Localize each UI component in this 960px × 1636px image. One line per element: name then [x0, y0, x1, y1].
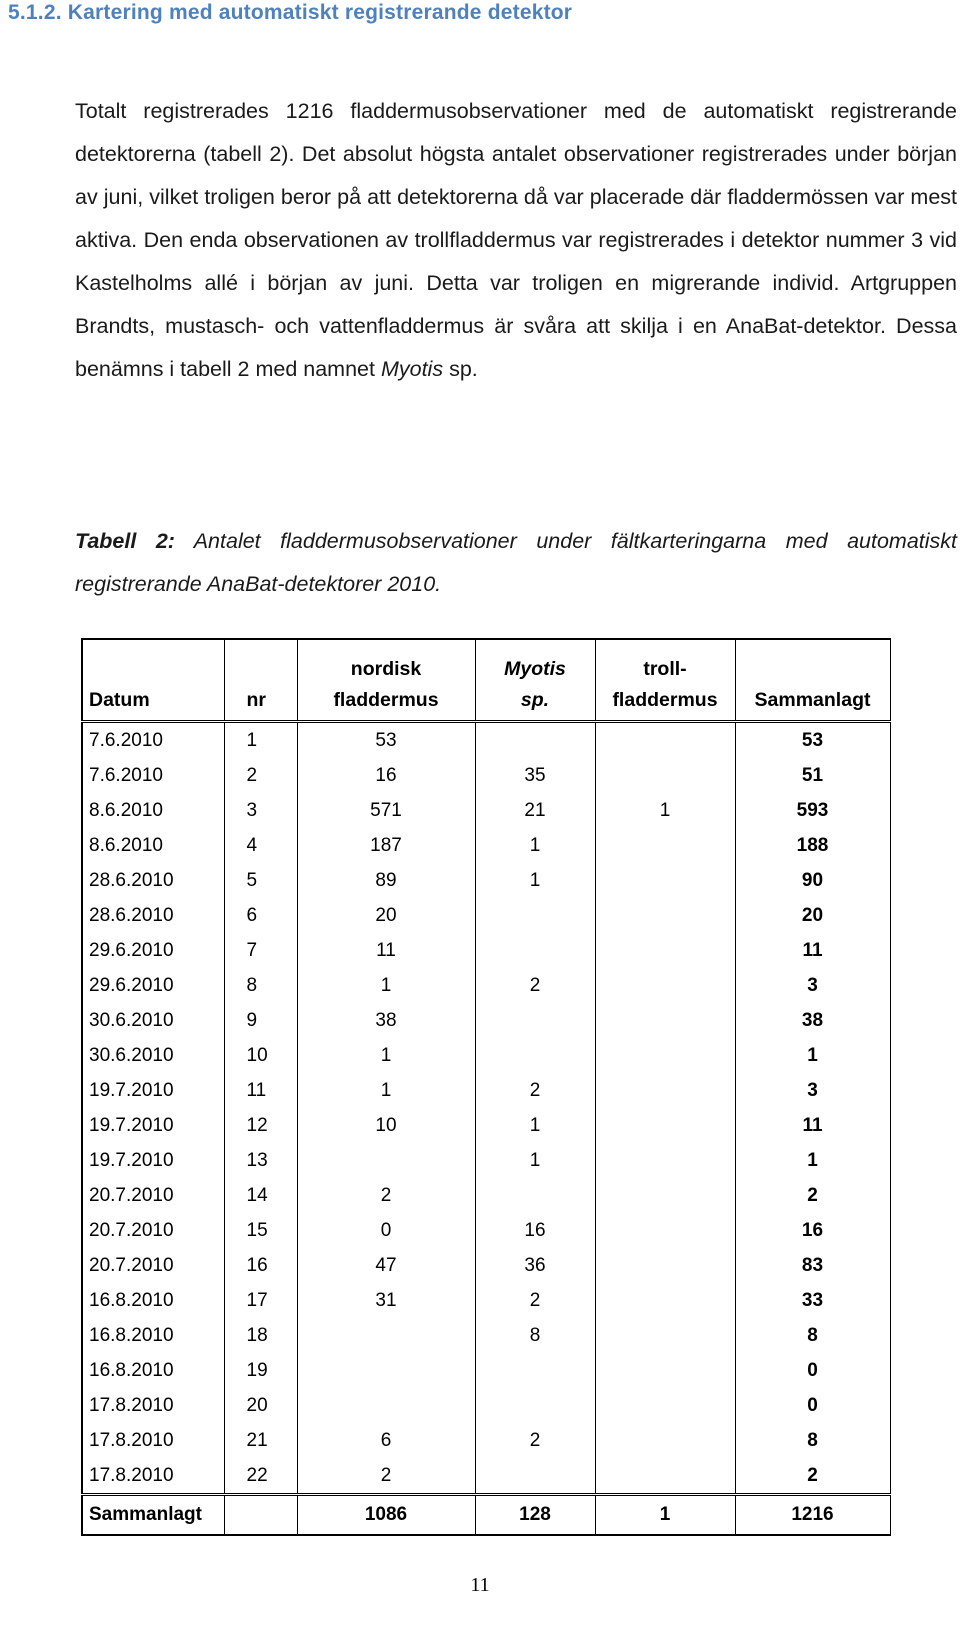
table-caption	[75, 520, 957, 606]
header-troll	[595, 639, 735, 722]
table-row	[82, 1108, 890, 1143]
cell-myotis	[475, 1388, 595, 1423]
cell-myotis	[475, 1003, 595, 1038]
cell-nr: 8	[224, 968, 297, 1003]
cell-myotis: 8	[475, 1318, 595, 1353]
cell-total: 2	[735, 1178, 890, 1213]
cell-total: 0	[735, 1388, 890, 1423]
totals-total: 1216	[735, 1495, 890, 1536]
totals-myotis: 128	[475, 1495, 595, 1536]
table-row	[82, 793, 890, 828]
cell-troll	[595, 968, 735, 1003]
totals-nr	[224, 1495, 297, 1536]
table-row	[82, 968, 890, 1003]
body-paragraph	[75, 90, 957, 391]
cell-nr: 10	[224, 1038, 297, 1073]
header-myotis	[475, 639, 595, 722]
cell-myotis: 1	[475, 1143, 595, 1178]
cell-total: 8	[735, 1318, 890, 1353]
cell-myotis: 2	[475, 1283, 595, 1318]
cell-nr: 22	[224, 1458, 297, 1495]
table-row	[82, 1318, 890, 1353]
paragraph-italic-genus: Myotis	[380, 357, 444, 381]
table-row	[82, 1388, 890, 1423]
cell-troll	[595, 722, 735, 759]
cell-datum: 8.6.2010	[82, 828, 224, 863]
cell-nordisk: 20	[297, 898, 475, 933]
cell-total: 83	[735, 1248, 890, 1283]
cell-nr: 13	[224, 1143, 297, 1178]
cell-troll	[595, 1458, 735, 1495]
table-row	[82, 898, 890, 933]
cell-nordisk: 53	[297, 722, 475, 759]
cell-nr: 2	[224, 758, 297, 793]
cell-troll	[595, 1003, 735, 1038]
cell-nr: 6	[224, 898, 297, 933]
cell-troll: 1	[595, 793, 735, 828]
cell-nr: 16	[224, 1248, 297, 1283]
cell-troll	[595, 1353, 735, 1388]
cell-nr: 11	[224, 1073, 297, 1108]
totals-label: Sammanlagt	[82, 1495, 224, 1536]
cell-troll	[595, 1423, 735, 1458]
cell-total: 8	[735, 1423, 890, 1458]
cell-total: 33	[735, 1283, 890, 1318]
table-row	[82, 863, 890, 898]
cell-myotis: 2	[475, 968, 595, 1003]
cell-total: 16	[735, 1213, 890, 1248]
cell-myotis	[475, 933, 595, 968]
cell-total: 38	[735, 1003, 890, 1038]
observations-table	[81, 638, 891, 1536]
cell-nordisk: 571	[297, 793, 475, 828]
cell-nordisk: 2	[297, 1458, 475, 1495]
cell-myotis: 36	[475, 1248, 595, 1283]
cell-nordisk: 16	[297, 758, 475, 793]
table-row	[82, 1248, 890, 1283]
section-heading: 5.1.2. Kartering med automatiskt registrerande detektor	[8, 1, 573, 24]
cell-total: 0	[735, 1353, 890, 1388]
cell-myotis: 2	[475, 1423, 595, 1458]
cell-nordisk: 38	[297, 1003, 475, 1038]
page-number: 11	[470, 1574, 490, 1596]
cell-total: 11	[735, 933, 890, 968]
cell-datum: 17.8.2010	[82, 1388, 224, 1423]
header-nordisk-line1: nordisk	[350, 658, 422, 680]
caption-text: Antalet fladdermusobservationer under fältkarteringarna med automatiskt registrerande AnaBat-detektorer 2010.	[75, 529, 958, 596]
cell-troll	[595, 1073, 735, 1108]
cell-troll	[595, 758, 735, 793]
cell-total: 593	[735, 793, 890, 828]
cell-nordisk: 1	[297, 968, 475, 1003]
cell-datum: 20.7.2010	[82, 1178, 224, 1213]
cell-nr: 5	[224, 863, 297, 898]
paragraph-text-end: sp.	[449, 357, 478, 381]
table-row	[82, 1003, 890, 1038]
cell-nr: 12	[224, 1108, 297, 1143]
cell-total: 188	[735, 828, 890, 863]
table-row	[82, 722, 890, 759]
cell-nordisk: 31	[297, 1283, 475, 1318]
cell-troll	[595, 1038, 735, 1073]
cell-nordisk: 0	[297, 1213, 475, 1248]
cell-nordisk: 2	[297, 1178, 475, 1213]
table-row	[82, 1213, 890, 1248]
cell-datum: 19.7.2010	[82, 1143, 224, 1178]
cell-total: 2	[735, 1458, 890, 1495]
cell-datum: 16.8.2010	[82, 1318, 224, 1353]
cell-nr: 20	[224, 1388, 297, 1423]
table-row	[82, 1073, 890, 1108]
cell-datum: 16.8.2010	[82, 1283, 224, 1318]
cell-nordisk: 11	[297, 933, 475, 968]
table-row	[82, 1283, 890, 1318]
cell-myotis: 1	[475, 828, 595, 863]
cell-datum: 20.7.2010	[82, 1248, 224, 1283]
totals-nordisk: 1086	[297, 1495, 475, 1536]
cell-nr: 19	[224, 1353, 297, 1388]
cell-nr: 3	[224, 793, 297, 828]
cell-nr: 9	[224, 1003, 297, 1038]
cell-datum: 8.6.2010	[82, 793, 224, 828]
table-body	[82, 722, 890, 1495]
totals-troll: 1	[595, 1495, 735, 1536]
table-header	[82, 639, 890, 722]
cell-myotis: 2	[475, 1073, 595, 1108]
header-nordisk-line2: fladdermus	[333, 689, 439, 711]
header-datum: Datum	[82, 639, 224, 722]
cell-total: 53	[735, 722, 890, 759]
cell-nr: 17	[224, 1283, 297, 1318]
cell-nordisk: 89	[297, 863, 475, 898]
cell-nordisk	[297, 1318, 475, 1353]
cell-datum: 29.6.2010	[82, 968, 224, 1003]
cell-troll	[595, 1248, 735, 1283]
table-row	[82, 758, 890, 793]
header-troll-line1: troll-	[643, 658, 687, 680]
table-row	[82, 1423, 890, 1458]
cell-datum: 28.6.2010	[82, 898, 224, 933]
table-row	[82, 1143, 890, 1178]
table-footer	[82, 1495, 890, 1536]
cell-myotis	[475, 1038, 595, 1073]
cell-nordisk	[297, 1143, 475, 1178]
cell-datum: 29.6.2010	[82, 933, 224, 968]
cell-myotis	[475, 1178, 595, 1213]
cell-troll	[595, 828, 735, 863]
cell-total: 1	[735, 1143, 890, 1178]
cell-datum: 17.8.2010	[82, 1458, 224, 1495]
header-myotis-line2: sp.	[520, 689, 550, 711]
cell-nr: 1	[224, 722, 297, 759]
cell-nr: 18	[224, 1318, 297, 1353]
cell-myotis: 35	[475, 758, 595, 793]
table-row	[82, 1458, 890, 1495]
table-row	[82, 933, 890, 968]
cell-troll	[595, 898, 735, 933]
cell-nr: 15	[224, 1213, 297, 1248]
header-troll-line2: fladdermus	[612, 689, 718, 711]
cell-datum: 19.7.2010	[82, 1108, 224, 1143]
header-sammanlagt: Sammanlagt	[735, 639, 890, 722]
cell-nr: 21	[224, 1423, 297, 1458]
cell-troll	[595, 1143, 735, 1178]
cell-troll	[595, 1283, 735, 1318]
cell-myotis: 1	[475, 863, 595, 898]
cell-myotis: 16	[475, 1213, 595, 1248]
caption-label: Tabell 2:	[75, 529, 175, 553]
cell-troll	[595, 1213, 735, 1248]
cell-troll	[595, 863, 735, 898]
cell-troll	[595, 1178, 735, 1213]
cell-troll	[595, 1108, 735, 1143]
cell-troll	[595, 1388, 735, 1423]
cell-nordisk: 47	[297, 1248, 475, 1283]
cell-total: 20	[735, 898, 890, 933]
cell-datum: 30.6.2010	[82, 1038, 224, 1073]
table-row	[82, 1038, 890, 1073]
table-row	[82, 1353, 890, 1388]
cell-nordisk: 1	[297, 1038, 475, 1073]
cell-myotis	[475, 898, 595, 933]
cell-datum: 7.6.2010	[82, 722, 224, 759]
cell-datum: 7.6.2010	[82, 758, 224, 793]
cell-myotis: 1	[475, 1108, 595, 1143]
cell-total: 1	[735, 1038, 890, 1073]
cell-total: 3	[735, 1073, 890, 1108]
cell-myotis	[475, 1353, 595, 1388]
cell-total: 90	[735, 863, 890, 898]
cell-nr: 4	[224, 828, 297, 863]
cell-myotis	[475, 1458, 595, 1495]
table-row	[82, 828, 890, 863]
paragraph-text: Totalt registrerades 1216 fladdermusobservationer med de automatiskt registrerande detektorerna (tabell 2). Det absolut högsta antalet observationer registrerades under början av juni, vilket troligen beror på att detektorerna då var placerade där fladdermössen var mest aktiva. Den enda observationen av trollfladdermus var registrerades i detektor nummer 3 vid Kastelholms allé i början av juni. Detta var troligen en migrerande individ. Artgruppen Brandts, mustasch- och vattenfladdermus är svåra att skilja i en AnaBat-detektor. Dessa benämns i tabell 2 med namnet	[75, 99, 957, 381]
cell-total: 3	[735, 968, 890, 1003]
header-nr: nr	[224, 639, 297, 722]
cell-datum: 17.8.2010	[82, 1423, 224, 1458]
cell-nordisk: 10	[297, 1108, 475, 1143]
cell-nr: 14	[224, 1178, 297, 1213]
table-row	[82, 1178, 890, 1213]
cell-troll	[595, 1318, 735, 1353]
cell-datum: 20.7.2010	[82, 1213, 224, 1248]
cell-nordisk: 187	[297, 828, 475, 863]
cell-datum: 19.7.2010	[82, 1073, 224, 1108]
cell-datum: 16.8.2010	[82, 1353, 224, 1388]
cell-myotis: 21	[475, 793, 595, 828]
cell-myotis	[475, 722, 595, 759]
totals-row	[82, 1495, 890, 1536]
header-row	[82, 639, 890, 722]
cell-nordisk	[297, 1353, 475, 1388]
cell-total: 51	[735, 758, 890, 793]
cell-datum: 30.6.2010	[82, 1003, 224, 1038]
cell-nordisk	[297, 1388, 475, 1423]
header-nordisk	[297, 639, 475, 722]
cell-troll	[595, 933, 735, 968]
cell-nordisk: 6	[297, 1423, 475, 1458]
cell-datum: 28.6.2010	[82, 863, 224, 898]
cell-nordisk: 1	[297, 1073, 475, 1108]
cell-total: 11	[735, 1108, 890, 1143]
cell-nr: 7	[224, 933, 297, 968]
header-myotis-line1: Myotis	[504, 658, 566, 680]
